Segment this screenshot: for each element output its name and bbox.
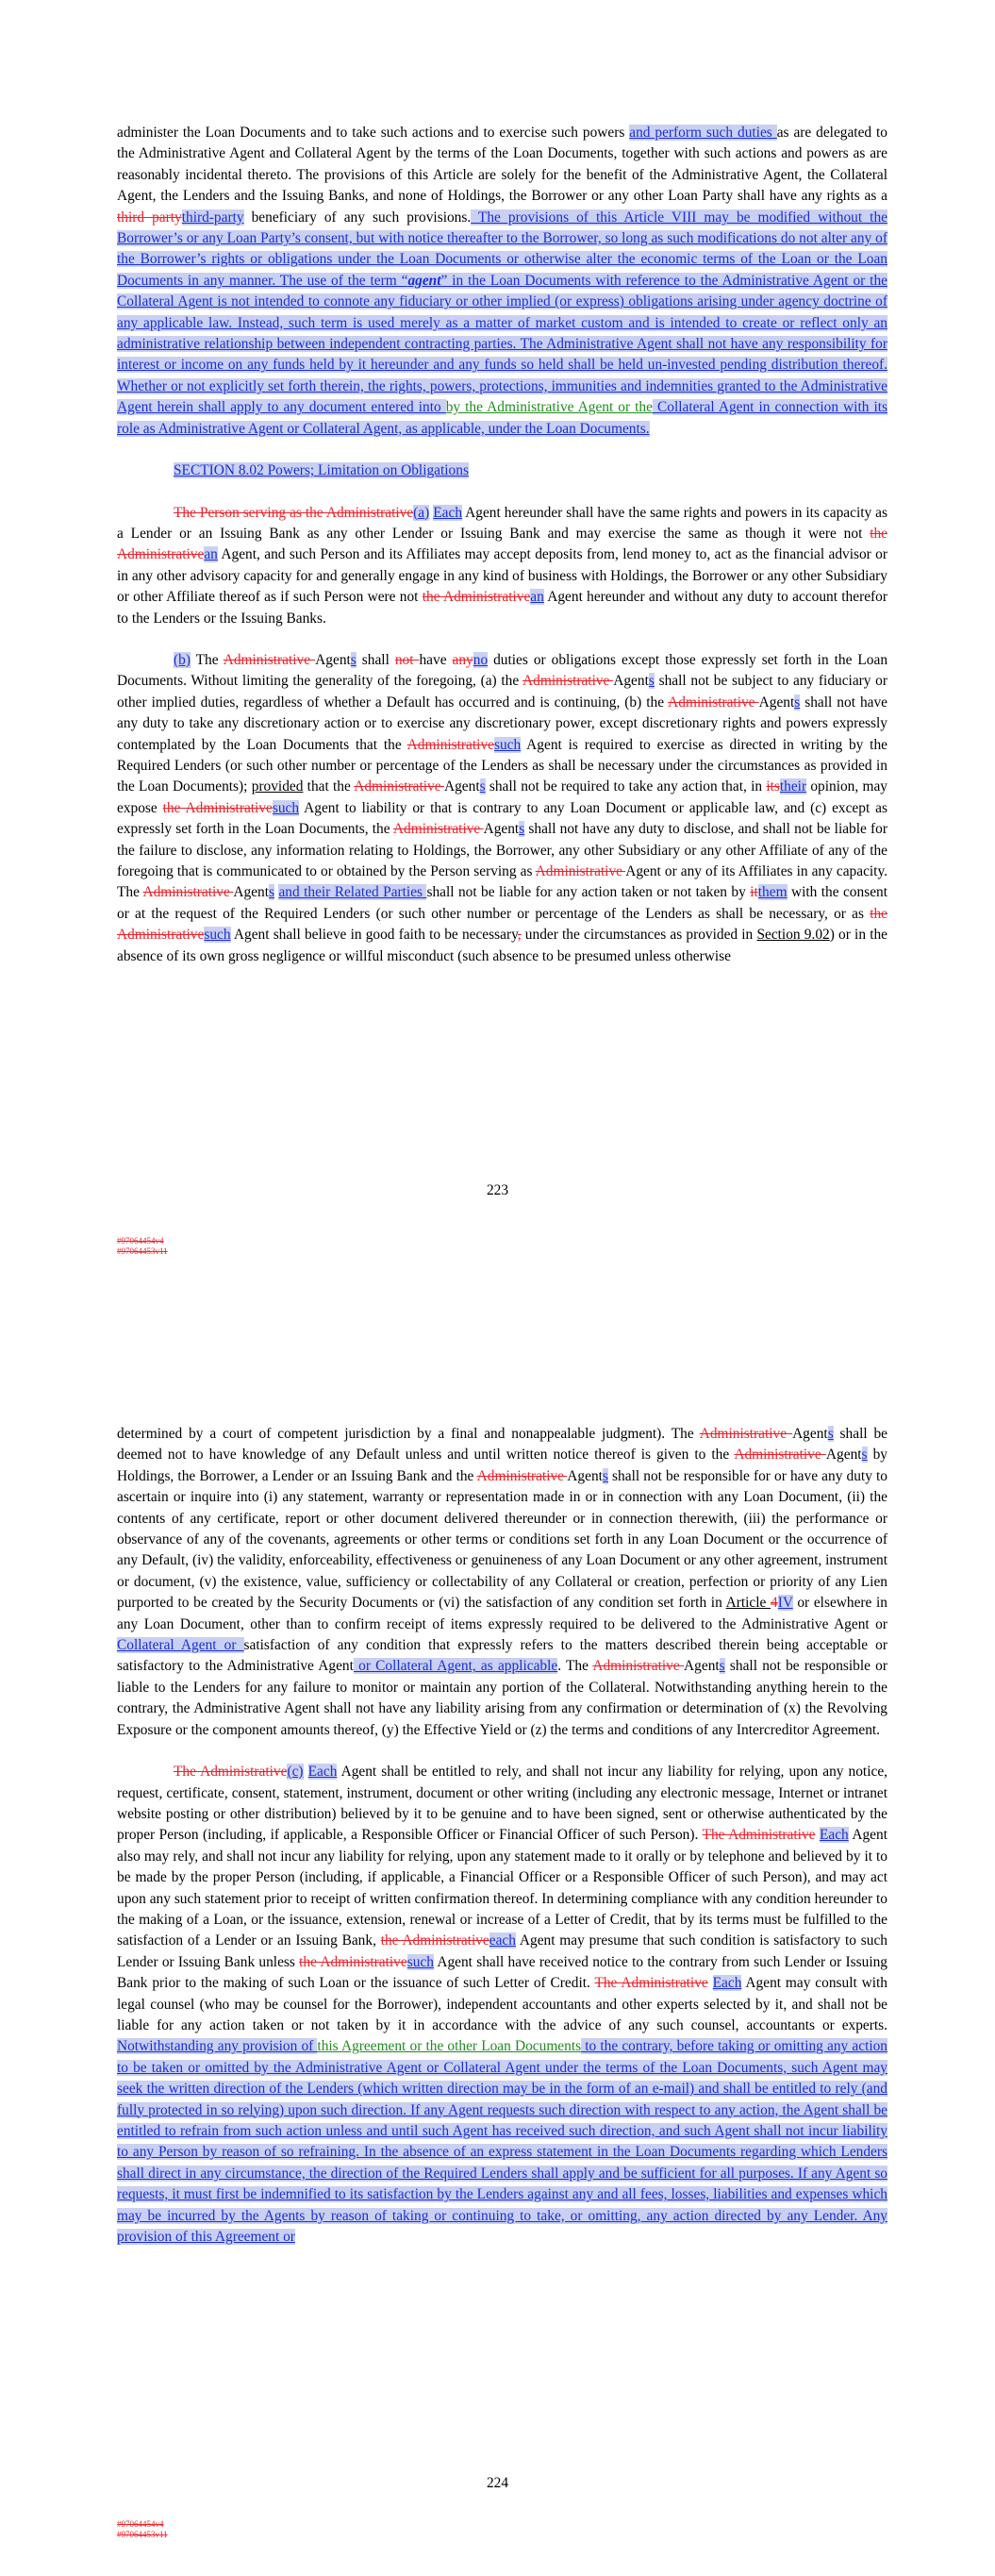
inserted-text: Each <box>819 1827 849 1844</box>
text-run <box>708 1975 713 1991</box>
text-run: ) or in the absence of its own gross negligence or willful misconduct (such absence to be presumed unless otherwise <box>117 927 888 964</box>
section-8-02-heading <box>117 460 887 481</box>
inserted-text: their <box>779 778 807 795</box>
text-run: Agent <box>483 821 520 838</box>
inserted-text: s <box>519 821 525 838</box>
text-run: Agent <box>233 884 270 901</box>
deleted-text: 4 <box>771 1595 778 1612</box>
text-run: Agent shall be entitled to rely, and shall not incur any liability for relying, upon any notice, request, certificate, consent, statement, instrument, document or other writing (including any electronic message, Internet or intranet website posting or other distribution) believed by it to be genuine and to have been signed, sent or otherwise authenticated by the proper Person (including, if applicable, a Responsible Officer or Financial Officer of such Person). <box>117 1764 887 1844</box>
deleted-text: Administrative <box>734 1447 826 1464</box>
deleted-text: Administrative <box>668 694 759 711</box>
text-run: satisfaction of any condition that expressly refers to the matters described therein being acceptable or satisfactory to the Administrative Agent <box>117 1637 888 1675</box>
inserted-text: each <box>489 1932 516 1949</box>
deleted-text: the Administrative <box>299 1953 407 1970</box>
inserted-text: SECTION 8.02 Powers; Limitation on Obligations <box>174 462 469 479</box>
paragraph-8-02-b <box>117 650 887 967</box>
text-run: duties or obligations except those expressly set forth in the Loan Documents. Without limiting the generality of the foregoing, (a) the <box>117 651 888 690</box>
deleted-text: The Administrative <box>174 1764 288 1781</box>
doc-footer-ids <box>117 1236 168 1257</box>
inserted-text: such <box>272 799 300 816</box>
moved-text: by the Administrative Agent or the <box>445 399 653 416</box>
inserted-text: The provisions of this Article VIII may be modified without the Borrower’s or any Loan Party’s consent, but with notice thereafter to the Borrower, so long as such modifications do not alter any of the Borrower’s rights or obligations under the Loan Documents or otherwise alter the economic terms of the Loan or the Loan Documents in any manner. The use of the term “ <box>117 209 887 289</box>
underlined-text: Section 9.02 <box>756 927 830 944</box>
text-run: administer the Loan Documents and to take such actions and to exercise such powers <box>117 125 630 141</box>
deleted-text: , <box>517 927 522 944</box>
text-run: Agent or any of its Affiliates in any capacity. The <box>117 863 887 901</box>
text-run: Agent <box>684 1658 720 1675</box>
text-run: Agent <box>758 694 795 711</box>
inserted-text: s <box>827 1426 834 1442</box>
deleted-text: The Administrative <box>702 1827 816 1844</box>
text-run: shall not have any duty to disclose, and shall not be liable for the failure to disclose, any information relating to Holdings, the Borrower, any other Subsidiary or any other Affiliate of any of the foregoing that is communicated to or obtained by the Person serving as <box>117 821 887 879</box>
text-run: Agent <box>567 1467 603 1484</box>
page-224-body <box>117 1424 887 2268</box>
text-run: Agent may presume that such condition is satisfactory to such Lender or Issuing Bank unless <box>117 1932 887 1970</box>
text-run: with the consent or at the request of the Required Lenders (or such other number or percentage of the Lenders as shall be necessary, or as <box>117 884 887 922</box>
paragraph-article-provisions <box>117 123 887 440</box>
deleted-text: not <box>394 651 420 668</box>
text-run: Agent also may rely, and shall not incur any liability for relying, upon any statement made to it orally or by telephone and believed by it to be made by the proper Person (including, if applicable, a Financial Officer or a Responsible Officer of such Person), and may act upon any such statement prior to receipt of written confirmation thereof. In determining compliance with any condition hereunder to the making of a Loan, or the issuance, extension, renewal or increase of a Letter of Credit, that by its terms must be fulfilled to the satisfaction of a Lender or an Issuing Bank, <box>117 1827 887 1949</box>
inserted-text: Each <box>307 1764 338 1781</box>
inserted-text: s <box>269 884 275 901</box>
underlined-text: provided <box>251 778 304 795</box>
text-run: . The <box>557 1658 593 1675</box>
inserted-text: Collateral Agent in connection with its role as Administrative Agent or Collateral Agent, as applicable, under the Loan Documents. <box>117 399 887 437</box>
text-run: shall not have any duty to take any discretionary action or to exercise any discretionary power, except discretionary rights and powers expressly contemplated by the Loan Documents that the <box>117 694 888 753</box>
doc-footer-ids <box>117 2519 168 2540</box>
inserted-text: s <box>794 694 801 711</box>
deleted-text: Administrative <box>592 1658 685 1675</box>
deleted-text: Administrative <box>142 884 234 901</box>
page-number: 224 <box>486 2475 509 2491</box>
text-run: Agent to liability or that is contrary to any Loan Document or applicable law, and (c) except as expressly set forth in the Loan Documents, the <box>117 799 887 838</box>
text-run: under the circumstances as provided in <box>521 927 757 944</box>
inserted-text: no <box>473 651 489 668</box>
inserted-text: third-party <box>181 209 244 226</box>
text-run: shall not be liable for any action taken or not taken by <box>426 884 751 901</box>
deleted-text: third party <box>117 209 182 226</box>
deleted-text: The Administrative <box>594 1975 708 1992</box>
inserted-text: agent <box>407 272 441 289</box>
text-run: Agent <box>443 778 480 795</box>
text-run: Agent is required to exercise as directed in writing by the Required Lenders (or such other number or percentage of the Lenders as shall be necessary under the circumstances as provided in the Loan Documents); <box>117 736 887 795</box>
text-run: Agent <box>825 1447 862 1464</box>
inserted-text: s <box>350 651 357 668</box>
deleted-text: Administrative <box>699 1426 793 1442</box>
inserted-text: s <box>602 1467 608 1484</box>
paragraph-8-02-c <box>117 1762 887 2248</box>
text-run: have <box>419 651 453 668</box>
text-run: Agent <box>613 673 649 690</box>
text-run: opinion, may expose <box>117 778 887 816</box>
deleted-text: the Administrative <box>422 589 531 606</box>
deleted-text: The Person serving as the Administrative <box>174 504 414 521</box>
text-run: Agent may consult with legal counsel (who may be counsel for the Borrower), independent accountants and other experts selected by it, and shall not be liable for any action taken or not taken by it in accordance with the advice of any such counsel, accountants or experts. <box>117 1975 888 2033</box>
page-number: 223 <box>486 1182 509 1198</box>
inserted-text: IV <box>777 1595 793 1612</box>
page-223-body <box>117 123 887 988</box>
text-run: Agent shall have received notice to the contrary from such Lender or Issuing Bank prior to the making of such Loan or the issuance of such Letter of Credit. <box>117 1953 887 1992</box>
inserted-text: and perform such duties <box>629 125 777 141</box>
text-run: determined by a court of competent jurisdiction by a final and nonappealable judgment). The <box>117 1426 700 1442</box>
deleted-text: Administrative <box>406 736 494 753</box>
inserted-text: an <box>530 589 544 606</box>
deleted-text: Administrative <box>522 673 614 690</box>
inserted-text: (c) <box>287 1764 304 1781</box>
text-run: Agent hereunder and without any duty to account therefor to the Lenders or the Issuing Banks. <box>117 589 887 627</box>
inserted-text: to the contrary, before taking or omitting any action to be taken or omitted by the Administrative Agent or Collateral Agent under the terms of the Loan Documents, such Agent may seek the written direction of the Lenders (which written direction may be in the form of an e-mail) and shall be entitled to rely (and fully protected in so relying) upon such direction. If any Agent requests such direction with respect to any action, the Agent shall be entitled to refrain from such action unless and until such Agent has received such direction, and such Agent shall not incur liability to any Person by reason of so refraining. In the absence of an express statement in the Loan Documents regarding which Lenders shall direct in any circumstance, the direction of the Required Lenders shall apply and be sufficient for all purposes. If any Agent so requests, it must first be indemnified to its satisfaction by the Lenders against any and all fees, losses, liabilities and expenses which may be incurred by the Agents by reason of taking or continuing to take, or omitting, any action directed by any Lender. Any provision of this Agreement or <box>117 2038 888 2246</box>
text-run: shall <box>356 651 395 668</box>
underlined-text: Article <box>725 1595 771 1612</box>
deleted-text: Administrative <box>392 821 484 838</box>
footer-id: #97064454v4 <box>117 2519 164 2529</box>
deleted-text: Administrative <box>354 778 444 795</box>
inserted-text: s <box>648 673 655 690</box>
footer-id: #97064454v4 <box>117 1236 164 1246</box>
text-run: Agent hereunder shall have the same rights and powers in its capacity as a Lender or an Issuing Bank as any other Lender or Issuing Bank and may exercise the same as though it were not <box>117 504 888 542</box>
deleted-text: Administrative <box>535 863 626 879</box>
text-run: shall not be responsible or liable to the Lenders for any failure to monitor or maintain any portion of the Collateral. Notwithstanding anything herein to the contrary, the Administrative Agent shall not have any liability arising from any confirmation or determination of (x) the Revolving Exposure or the component amounts thereof, (y) the Effective Yield or (z) the terms and conditions of any Intercreditor Agreement. <box>117 1658 888 1738</box>
inserted-text: such <box>406 1953 434 1970</box>
inserted-text: s <box>861 1447 868 1464</box>
inserted-text: them <box>757 884 788 901</box>
text-run: Agent shall believe in good faith to be necessary <box>230 927 518 944</box>
inserted-text: Each <box>712 1975 742 1992</box>
text-run: shall not be responsible for or have any duty to ascertain or inquire into (i) any statement, warranty or representation made in or in connection with any Loan Document, (ii) the contents of any certificate, report or other document delivered thereunder or in connection therewith, (iii) the performance or observance of any of the covenants, agreements or other terms or conditions set forth in any Loan Document or the occurrence of any Default, (iv) the validity, enforceability, effectiveness or genuineness of any Loan Document or any other agreement, instrument or document, (v) the existence, value, sufficiency or collectability of any Collateral or creation, perfection or priority of any Lien purported to be created by the Security Documents or (vi) the satisfaction of any condition set forth in <box>117 1467 888 1612</box>
inserted-text: Collateral Agent or <box>117 1637 244 1654</box>
inserted-text: Each <box>433 504 463 521</box>
deleted-text: the Administrative <box>117 525 887 563</box>
deleted-text: the Administrative <box>380 1932 489 1949</box>
text-run: that the <box>303 778 355 795</box>
inserted-text: ” in the Loan Documents with reference to the Administrative Agent or the Collateral Agent is not intended to connote any fiduciary or other implied (or express) obligations arising under agency doctrine of any applicable law. Instead, such term is used merely as a matter of market custom and is intended to create or reflect only an administrative relationship between independent contracting parties. The Administrative Agent shall not have any responsibility for interest or income on any funds held by it hereunder and any funds so held shall be held un-invested pending distribution thereof. Whether or not explicitly set forth therein, the rights, powers, protections, immunities and indemnities granted to the Administrative Agent herein shall apply to any document entered into <box>117 272 887 416</box>
moved-text: this Agreement or the other Loan Documents <box>317 2038 582 2055</box>
deleted-text: the Administrative <box>117 905 887 944</box>
text-run: shall not be subject to any fiduciary or other implied duties, regardless of whether a Default has occurred and is continuing, (b) the <box>117 673 888 711</box>
deleted-text: it <box>750 884 758 901</box>
paragraph-8-02-a <box>117 503 887 629</box>
inserted-text: s <box>719 1658 725 1675</box>
inserted-text: an <box>204 546 218 563</box>
inserted-text: such <box>204 927 231 944</box>
text-run: beneficiary of any such provisions. <box>243 209 472 226</box>
text-run: shall not be required to take any action that, in <box>485 778 767 795</box>
text-run: Agent <box>792 1426 828 1442</box>
inserted-text: (a) <box>413 504 430 521</box>
footer-id: #97064453v11 <box>117 1246 168 1256</box>
inserted-text: such <box>493 736 522 753</box>
text-run: Agent <box>315 651 351 668</box>
text-run: or elsewhere in any Loan Document, other than to confirm receipt of items expressly required to be delivered to the Administrative Agent or <box>117 1595 888 1632</box>
inserted-text: and their Related Parties <box>278 884 427 901</box>
deleted-text: Administrative <box>476 1467 568 1484</box>
text-run: as are delegated to the Administrative Agent and Collateral Agent by the terms of the Loan Documents, together with such actions and powers as are reasonably incidental thereto. The provisions of this Article are solely for the benefit of the Administrative Agent, the Collateral Agent, the Lenders and the Issuing Banks, and none of Holdings, the Borrower or any other Loan Party shall have any rights as a <box>117 125 887 205</box>
deleted-text: any <box>452 651 473 668</box>
paragraph-8-02-b-continued <box>117 1424 887 1741</box>
text-run: shall be deemed not to have knowledge of any Default unless and until written notice thereof is given to the <box>117 1426 888 1464</box>
inserted-text: Notwithstanding any provision of <box>117 2038 318 2055</box>
deleted-text: its <box>766 778 780 795</box>
text-run: by Holdings, the Borrower, a Lender or an Issuing Bank and the <box>117 1447 887 1484</box>
page-224 <box>0 1288 995 2576</box>
inserted-text: (b) <box>174 651 191 668</box>
inserted-text: or Collateral Agent, as applicable <box>353 1658 558 1675</box>
text-run <box>304 1764 308 1780</box>
deleted-text: Administrative <box>223 651 316 668</box>
text-run: Agent, and such Person and its Affiliates may accept deposits from, lend money to, act as the financial advisor or in any other advisory capacity for and generally engage in any kind of business with Holdings, the Borrower or any other Subsidiary or other Affiliate thereof as if such Person were not <box>117 546 887 606</box>
deleted-text: the Administrative <box>162 799 273 816</box>
footer-id: #97064453v11 <box>117 2530 168 2539</box>
inserted-text: s <box>479 778 486 795</box>
text-run: The <box>190 651 224 668</box>
